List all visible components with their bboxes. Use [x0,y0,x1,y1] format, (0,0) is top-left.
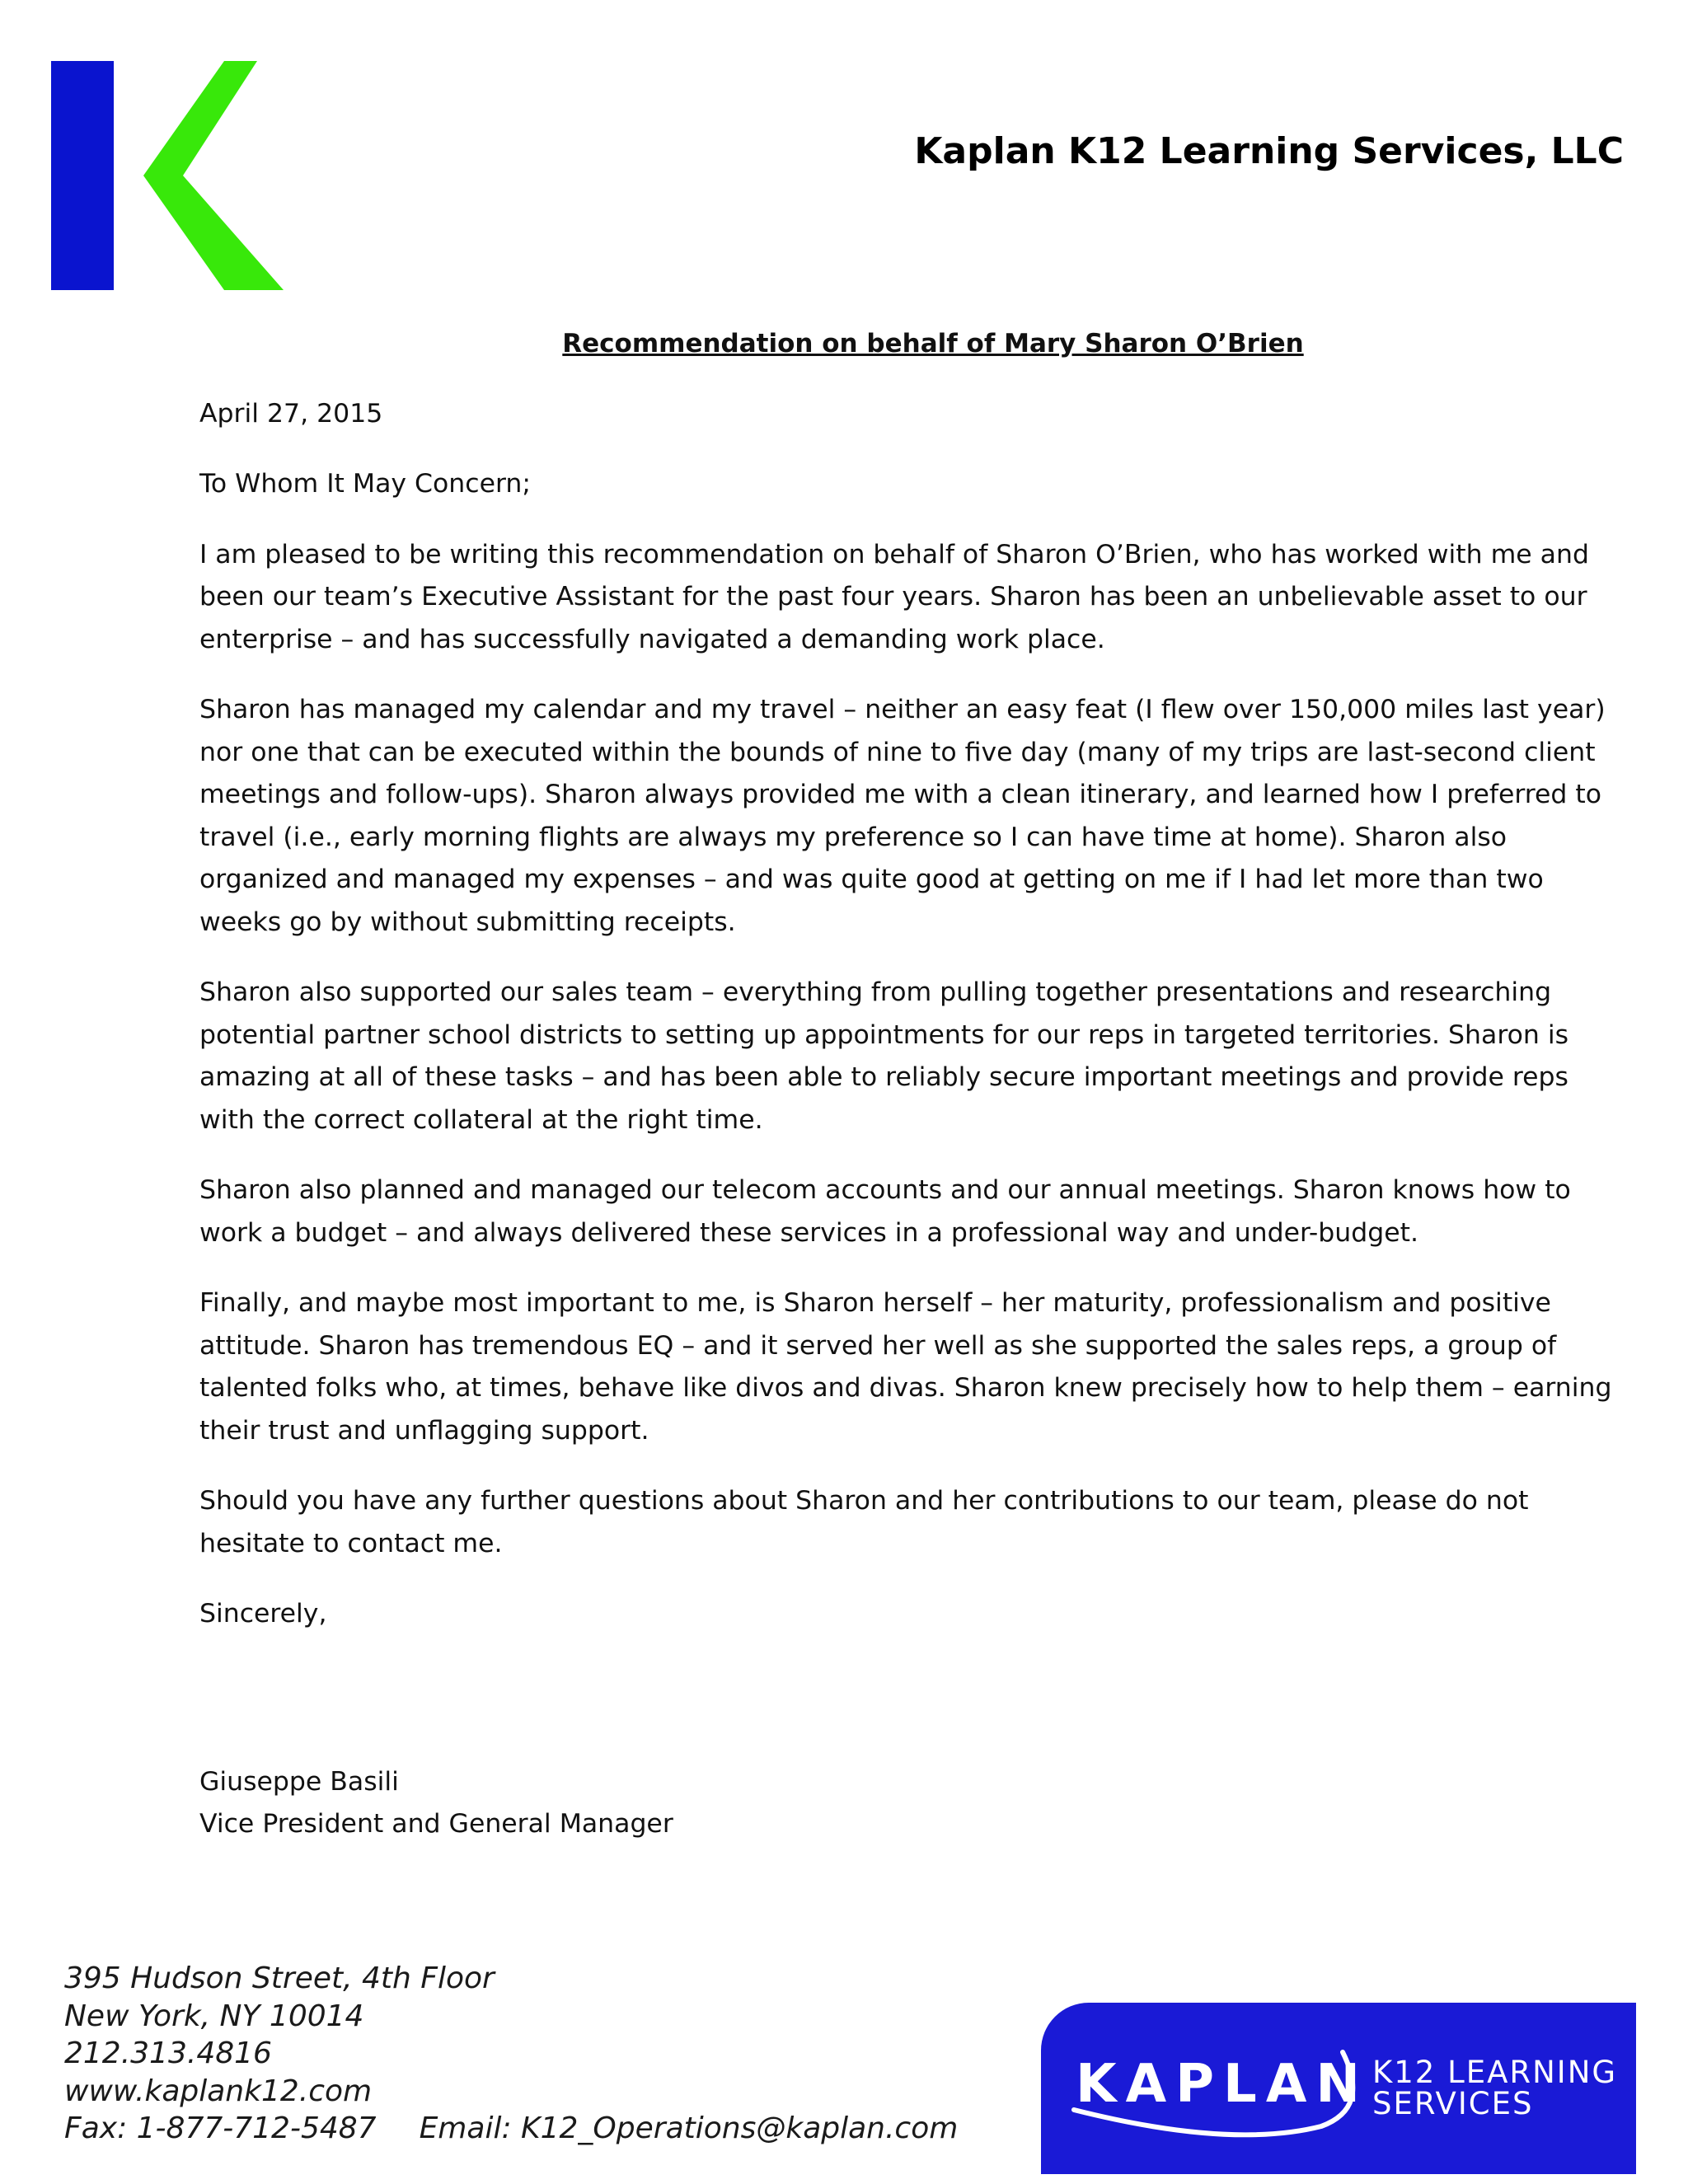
letter-salutation: To Whom It May Concern; [199,469,531,499]
letter-paragraph: Sharon has managed my calendar and my travel – neither an easy feat (I flew over 150,000 miles last year) nor one that can be executed within the bounds of nine to five day (many of my trips are last-second client meetings and follow-ups). Sharon always provided me with a clean itinerary, and learned how I preferred to travel (i.e., early morning flights are always my preference so I can have time at home). Sharon also organized and managed my expenses – and was quite good at getting on me if I had let more than two weeks go by without submitting receipts. [199,695,1606,937]
logo-tagline [1372,2057,1617,2120]
website-link[interactable]: www.kaplank12.com [64,2074,373,2108]
signature-space [199,1664,1617,1761]
letter-date: April 27, 2015 [199,398,383,429]
company-name: Kaplan K12 Learning Services, LLC [914,130,1624,172]
email-link[interactable]: Email: K12_Operations@kaplan.com [419,2111,959,2145]
footer-address [64,1960,958,2148]
letter-paragraph: Finally, and maybe most important to me, is Sharon herself – her maturity, professionalism and positive attitude. Sharon has tremendous EQ – and it served her well as she supported the sales reps, a group of talented folks who, at times, behave like divos and divas. Sharon knew precisely how to help them – earning their trust and unflagging support. [199,1288,1612,1446]
logo-k-bar [51,61,114,290]
letter-closing: Sincerely, [199,1599,327,1629]
letter-subject: Recommendation on behalf of Mary Sharon O’Brien [562,329,1304,359]
logo-k-chevron [143,61,284,290]
letter-paragraph: I am pleased to be writing this recommendation on behalf of Sharon O’Brien, who has worked with me and been our team’s Executive Assistant for the past four years. Sharon has been an unbelievable asset to our enterprise – and has successfully navigated a demanding work place. [199,539,1589,654]
logo-tagline-line2: SERVICES [1372,2086,1534,2121]
address-street: 395 Hudson Street, 4th Floor [64,1961,495,1995]
kaplan-footer-logo [1041,2003,1636,2174]
fax-email-line [64,2110,958,2148]
kaplan-k-logo [51,61,285,290]
signer-title: Vice President and General Manager [199,1809,673,1839]
letter-paragraph: Sharon also planned and managed our telecom accounts and our annual meetings. Sharon knows how to work a budget – and always delivered these services in a professional way and under-budget. [199,1175,1571,1248]
logo-wordmark: KAPLAN [1076,2054,1369,2115]
letter-body [199,323,1617,1846]
fax-number: Fax: 1-877-712-5487 [64,2111,377,2145]
letter-paragraph: Should you have any further questions about Sharon and her contributions to our team, please do not hesitate to contact me. [199,1486,1529,1558]
letter-paragraph: Sharon also supported our sales team – everything from pulling together presentations and researching potential partner school districts to setting up appointments for our reps in targeted territories. Sharon is amazing at all of these tasks – and has been able to reliably secure important meetings and provide reps with the correct collateral at the right time. [199,977,1568,1135]
signer-name: Giuseppe Basili [199,1766,399,1797]
address-city: New York, NY 10014 [64,1999,364,2033]
logo-tagline-line1: K12 LEARNING [1372,2055,1618,2090]
phone-number: 212.313.4816 [64,2036,272,2070]
